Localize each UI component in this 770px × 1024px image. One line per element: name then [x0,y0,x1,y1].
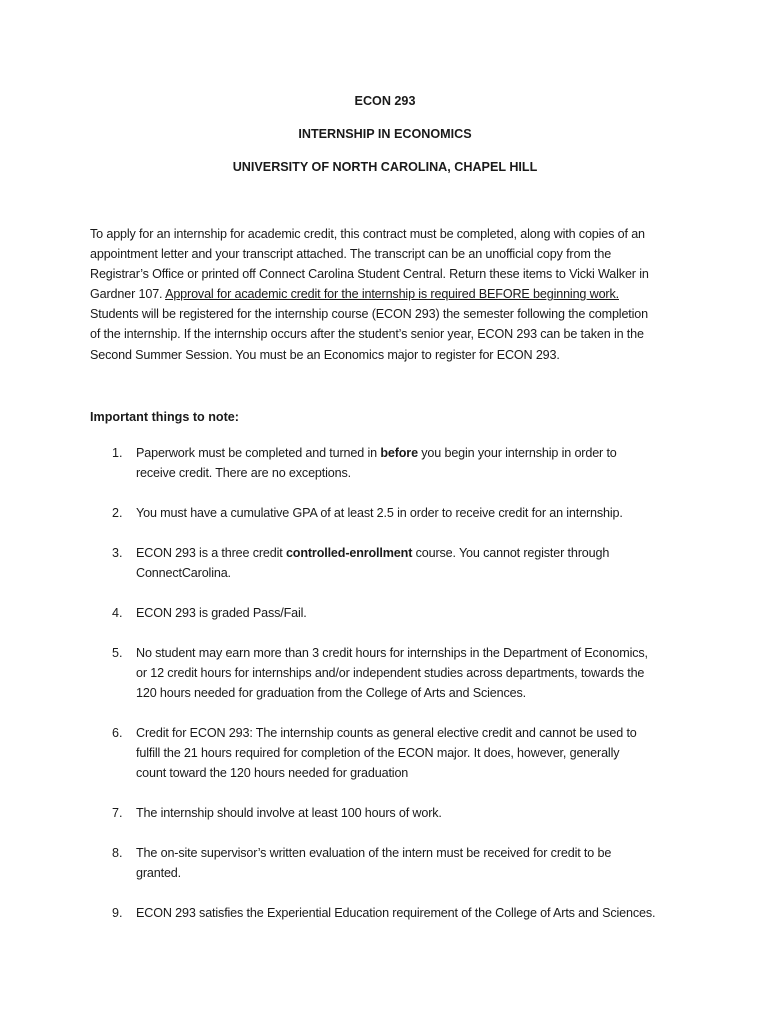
item-text-part: you begin your internship in order to [417,446,617,460]
item-text [136,503,623,523]
item-text [136,643,648,703]
intro-line: of the internship. If the internship occurs after the student’s senior year, ECON 293 can be taken in the [90,327,644,342]
item-number: 5. [112,646,123,660]
item-emphasis: controlled-enrollment [285,546,413,560]
course-title: ECON 293 [354,94,416,108]
item-line [136,543,609,563]
item-text-part: Paperwork must be completed and turned in [136,446,381,460]
item-number: 7. [112,806,123,820]
item-line: ECON 293 is graded Pass/Fail. [136,606,307,620]
item-text [136,603,307,623]
item-line: Credit for ECON 293: The internship counts as general elective credit and cannot be used to [136,726,637,740]
item-line: fulfill the 21 hours required for completion of the ECON major. It does, however, generally [136,746,620,760]
item-emphasis: before [380,446,418,460]
item-number: 9. [112,906,123,920]
item-text [136,723,637,783]
item-number: 2. [112,506,123,520]
item-number: 4. [112,606,123,620]
item-line: No student may earn more than 3 credit hours for internships in the Department of Economics, [136,646,648,660]
intro-line: Students will be registered for the internship course (ECON 293) the semester following the completion [90,307,648,322]
intro-line: Second Summer Session. You must be an Economics major to register for ECON 293. [90,347,560,362]
item-text [136,803,442,823]
item-line: The on-site supervisor’s written evaluation of the intern must be received for credit to be [136,846,612,860]
intro-text: Gardner 107. [90,287,166,302]
item-text [136,443,617,483]
item-text-part: course. You cannot register through [412,546,610,560]
item-number: 3. [112,546,123,560]
intro-line: Registrar’s Office or printed off Connect Carolina Student Central. Return these items to Vicki Walker in [90,267,649,282]
item-line: ECON 293 satisfies the Experiential Education requirement of the College of Arts and Sciences. [136,906,656,920]
notes-heading: Important things to note: [90,410,240,424]
intro-line: appointment letter and your transcript attached. The transcript can be an unofficial copy from the [90,247,612,262]
item-number: 1. [112,446,123,460]
intro-line: To apply for an internship for academic credit, this contract must be completed, along with copies of an [90,227,645,241]
university-name: UNIVERSITY OF NORTH CAROLINA, CHAPEL HILL [232,160,538,174]
approval-notice: Approval for academic credit for the internship is required BEFORE beginning work. [165,287,619,302]
item-number: 8. [112,846,123,860]
item-line: granted. [136,866,182,880]
item-line: You must have a cumulative GPA of at least 2.5 in order to receive credit for an internship. [136,506,623,520]
item-text [136,903,655,923]
course-subtitle: INTERNSHIP IN ECONOMICS [298,127,472,141]
item-line: or 12 credit hours for internships and/or independent studies across departments, towards the [136,666,645,680]
item-line: receive credit. There are no exceptions. [136,466,351,480]
item-text-part: ECON 293 is a three credit [136,546,286,560]
item-line: count toward the 120 hours needed for graduation [136,766,409,780]
item-line: 120 hours needed for graduation from the College of Arts and Sciences. [136,686,526,700]
intro-line [90,284,680,304]
item-line [136,443,617,463]
item-text [136,543,609,583]
item-line: ConnectCarolina. [136,566,231,580]
intro-paragraph [90,224,680,365]
item-number: 6. [112,726,123,740]
item-line: The internship should involve at least 100 hours of work. [136,806,442,820]
item-text [136,843,611,883]
